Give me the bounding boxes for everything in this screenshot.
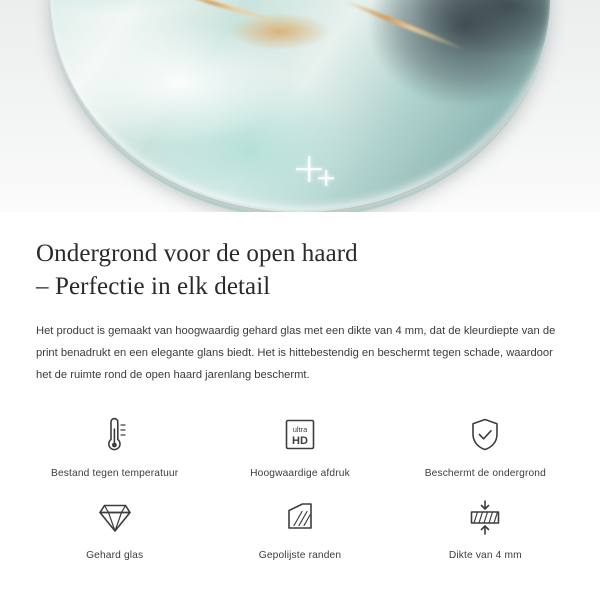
- thickness-4mm-icon: [463, 495, 507, 541]
- feature-grid: [0, 413, 600, 561]
- feature-item-polished-edges: [207, 495, 392, 561]
- svg-text:HD: HD: [292, 434, 308, 447]
- shield-check-icon: [465, 413, 505, 459]
- text-section: [0, 212, 600, 387]
- feature-label: Hoogwaardige afdruk: [250, 467, 350, 479]
- page-title-line-2: – Perfectie in elk detail: [36, 272, 271, 300]
- feature-label: Gehard glas: [86, 549, 144, 561]
- polished-edges-icon: [278, 495, 322, 541]
- feature-item-temperature: [22, 413, 207, 479]
- feature-item-print-quality: [207, 413, 392, 479]
- ultra-hd-icon: [278, 413, 322, 459]
- description-paragraph: Het product is gemaakt van hoogwaardig gehard glas met een dikte van 4 mm, dat de kleurdiepte van de print benadrukt en een elegante glans biedt. Het is hittebestendig en beschermt tegen schade, waardoor het de ruimte rond de open haard jarenlang beschermt.: [36, 325, 556, 381]
- page-title: [36, 238, 564, 303]
- glass-plate-disc: [50, 0, 550, 212]
- feature-label: Bestand tegen temperatuur: [51, 467, 179, 479]
- feature-label: Beschermt de ondergrond: [424, 467, 546, 479]
- feature-item-thickness: [393, 495, 578, 561]
- feature-item-surface-protection: [393, 413, 578, 479]
- feature-item-tempered-glass: [22, 495, 207, 561]
- thermometer-icon: [95, 413, 135, 459]
- feature-label: Gepolijste randen: [258, 549, 342, 561]
- hero-image: [0, 0, 600, 212]
- feature-label: Dikte van 4 mm: [448, 549, 522, 561]
- dark-ink-cluster: [370, 0, 550, 105]
- svg-text:ultra: ultra: [292, 424, 308, 434]
- page-title-line-1: Ondergrond voor de open haard: [36, 240, 358, 267]
- diamond-icon: [93, 495, 137, 541]
